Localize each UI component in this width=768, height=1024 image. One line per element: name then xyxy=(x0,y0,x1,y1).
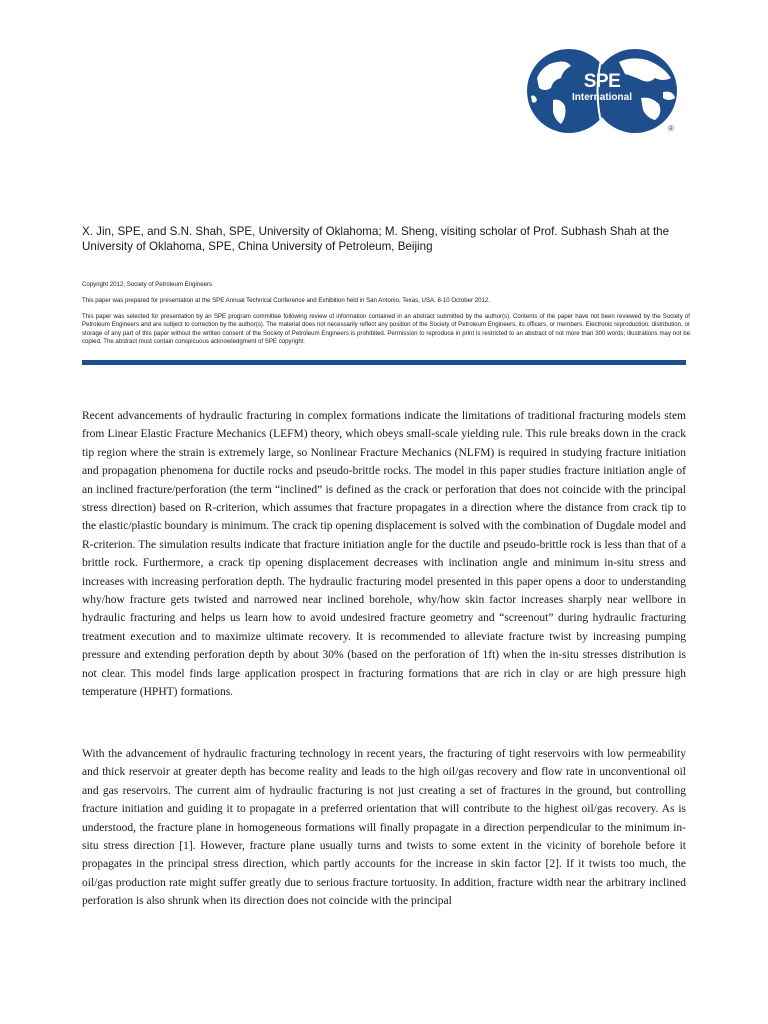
header-divider xyxy=(82,360,686,365)
logo-name: SPE xyxy=(583,71,621,92)
logo-subtitle: International xyxy=(571,92,632,103)
copyright-line: Copyright 2012, Society of Petroleum Engineers xyxy=(82,281,213,288)
review-disclaimer: This paper was selected for presentation by an SPE program committee following review of information contained in an abstract submitted by the author(s). Contents of the paper have not been reviewed by the Society of Petroleum Engineers and are subject to correction by the author(s). The material does not necessarily reflect any position of the Society of Petroleum Engineers, its officers, or members. Electronic reproduction, distribution, or storage of any part of this paper without the written consent of the Society of Petroleum Engineers is prohibited. Permission to reproduce in print is restricted to an abstract of not more than 300 words; illustrations may not be copied. The abstract must contain conspicuous acknowledgment of SPE copyright. xyxy=(82,313,690,345)
introduction-paragraph: With the advancement of hydraulic fracturing technology in recent years, the fracturing of tight reservoirs with low permeability and thick reservoir at greater depth has become reality and leads to the high oil/gas recovery and flow rate in unconventional oil and gas reservoirs. The current aim of hydraulic fracturing is not just creating a set of fractures in the ground, but controlling fracture initiation and guiding it to propagate in a preferred orientation that will contribute to the highest oil/gas recovery. As is understood, the fracture plane in homogeneous formations will finally propagate in a direction perpendicular to the minimum in-situ stress direction [1]. However, fracture plane usually turns and twists to some extent in the vicinity of borehole before it propagates in the principal stress direction, which partly accounts for the increase in skin factor [2]. If it twists too much, the oil/gas production rate might suffer greatly due to serious fracture tortuosity. In addition, fracture width near the arbitrary inclined perforation is also shrunk when its direction does not coincide with the principal xyxy=(82,748,686,908)
registered-mark: ® xyxy=(668,124,674,133)
author-affiliations: X. Jin, SPE, and S.N. Shah, SPE, University of Oklahoma; M. Sheng, visiting scholar of Prof. Subhash Shah at the University of Oklahoma, SPE, China University of Petroleum, Beijing xyxy=(82,225,670,253)
presentation-note: This paper was prepared for presentation at the SPE Annual Technical Conference and Exhibition held in San Antonio, Texas, USA, 8-10 October 2012. xyxy=(82,297,490,304)
abstract-paragraph: Recent advancements of hydraulic fracturing in complex formations indicate the limitations of traditional fracturing models stem from Linear Elastic Fracture Mechanics (LEFM) theory, which obeys small-scale yielding rule. This rule breaks down in the crack tip region where the strain is extremely large, so Nonlinear Fracture Mechanics (NLFM) is required in studying fracture initiation and propagation phenomena for ductile rocks and pseudo-brittle rocks. The model in this paper studies fracture initiation angle of an inclined fracture/perforation (the term “inclined” is defined as the crack or perforation that does not coincide with the principal stress direction) based on R-criterion, which assumes that fracture propagates in a direction where the distance from crack tip to the elastic/plastic boundary is minimum. The crack tip opening displacement is solved with the combination of Dugdale model and R-criterion. The simulation results indicate that fracture initiation angle for the ductile and pseudo-brittle rock is less than that of a brittle rock. Furthermore, a crack tip opening displacement decreases with inclination angle and minimum in-situ stress and increases with increasing perforation depth. The hydraulic fracturing model presented in this paper opens a door to understanding why/how fracture gets twisted and narrowed near inclined borehole, why/how skin factor increases sharply near wellbore in hydraulic fracturing and helps us learn how to avoid undesired fracture geometry and “screenout” during hydraulic fracturing treatment execution and to maximize ultimate recovery. It is recommended to alleviate fracture twist by increasing pumping pressure and extending perforation depth by about 30% (based on the perforation of 1ft) when the in-situ stresses distribution is not clear. This model finds large application prospect in fracturing formations that are rich in clay or are high pressure high temperature (HPHT) formations. xyxy=(82,410,686,699)
spe-international-logo xyxy=(523,48,683,138)
